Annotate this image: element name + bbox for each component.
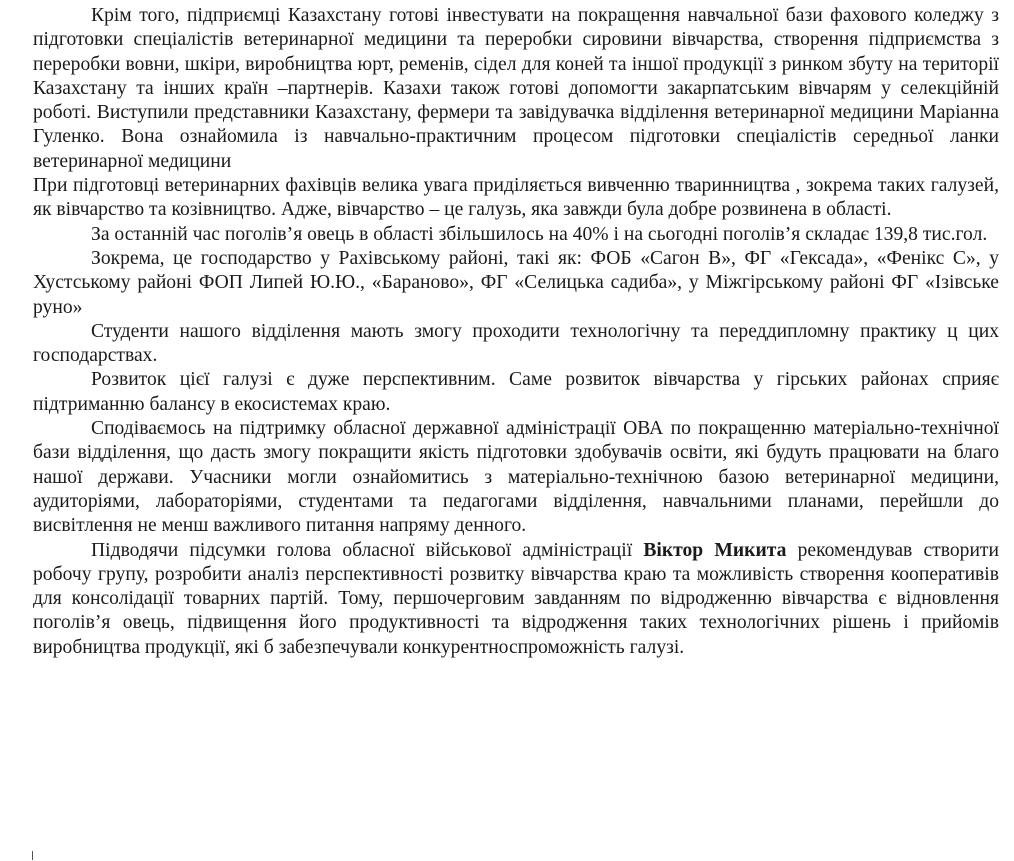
paragraph-industry-development: Розвиток цієї галузі є дуже перспективним. Саме розвиток вівчарства у гірських районах сприяє підтриманню балансу в екосистемах краю. [33, 369, 999, 415]
paragraph-administration-support: Сподіваємось на підтримку обласної державної адміністрації ОВА по покращенню матеріально-технічної бази відділення, що дасть змогу покращити якість підготовки здобувачів освіти, які будуть працювати на благо нашої держави. Учасники могли ознайомитись з матеріально-технічною базою ветеринарної медицини, аудиторіями, лабораторіями, студентами та педагогами відділення, навчальними планами, перейшли до висвітлення не менш важливого питання напряму денного. [33, 418, 999, 537]
paragraph-veterinary-training: При підготовці ветеринарних фахівців велика увага приділяється вивченню тваринництва , зокрема таких галузей, як вівчарство та козівництво. Адже, вівчарство – це галузь, яка завжди була добре розвинена в області. [33, 175, 999, 221]
text-cursor [32, 851, 33, 860]
summary-text-after: рекомендував створити робочу групу, розробити аналіз перспективності розвитку вівчарства краю та можливість створення кооперативів для консолідації товарних партій. Тому, першочерговим завданням по відродженню вівчарства є відновлення поголів’я овець, підвищення його продуктивності та відродження таких технологічних рішень і прийомів виробництва продукції, які б забезпечували конкурентноспроможність галузі. [33, 539, 999, 658]
document-body [33, 4, 999, 660]
paragraph-summary [33, 539, 999, 660]
summary-text-before: Підводячи підсумки голова обласної військової адміністрації [91, 539, 644, 561]
paragraph-sheep-population: За останній час поголів’я овець в області збільшилось на 40% і на сьогодні поголів’я складає 139,8 тис.гол. [91, 223, 988, 245]
paragraph-farms-list: Зокрема, це господарство у Рахівському районі, такі як: ФОБ «Сагон В», ФГ «Гексада», «Фенікс С», у Хустському районі ФОП Липей Ю.Ю., «Бараново», ФГ «Селицька садиба», у Міжгірському районі ФГ «Ізівське руно» [33, 247, 999, 318]
paragraph-kazakhstan-investment: Крім того, підприємці Казахстану готові інвестувати на покращення навчальної бази фахового коледжу з підготовки спеціалістів ветеринарної медицини та переробки сировини вівчарства, створення підприємства з переробки вовни, шкіри, виробництва юрт, ременів, сідел для коней та іншої продукції з ринком збуту на території Казахстану та інших країн –партнерів. Казахи також готові допомогти закарпатським вівчарям у селекційній роботі. Виступили представники Казахстану, фермери та завідувачка відділення ветеринарної медицини Маріанна Гуленко. Вона ознайомила із навчально-практичним процесом підготовки спеціалістів середньої ланки ветеринарної медицини [33, 5, 999, 172]
official-name: Віктор Микита [643, 539, 787, 561]
paragraph-student-practice: Студенти нашого відділення мають змогу проходити технологічну та переддипломну практику ц цих господарствах. [33, 320, 999, 367]
